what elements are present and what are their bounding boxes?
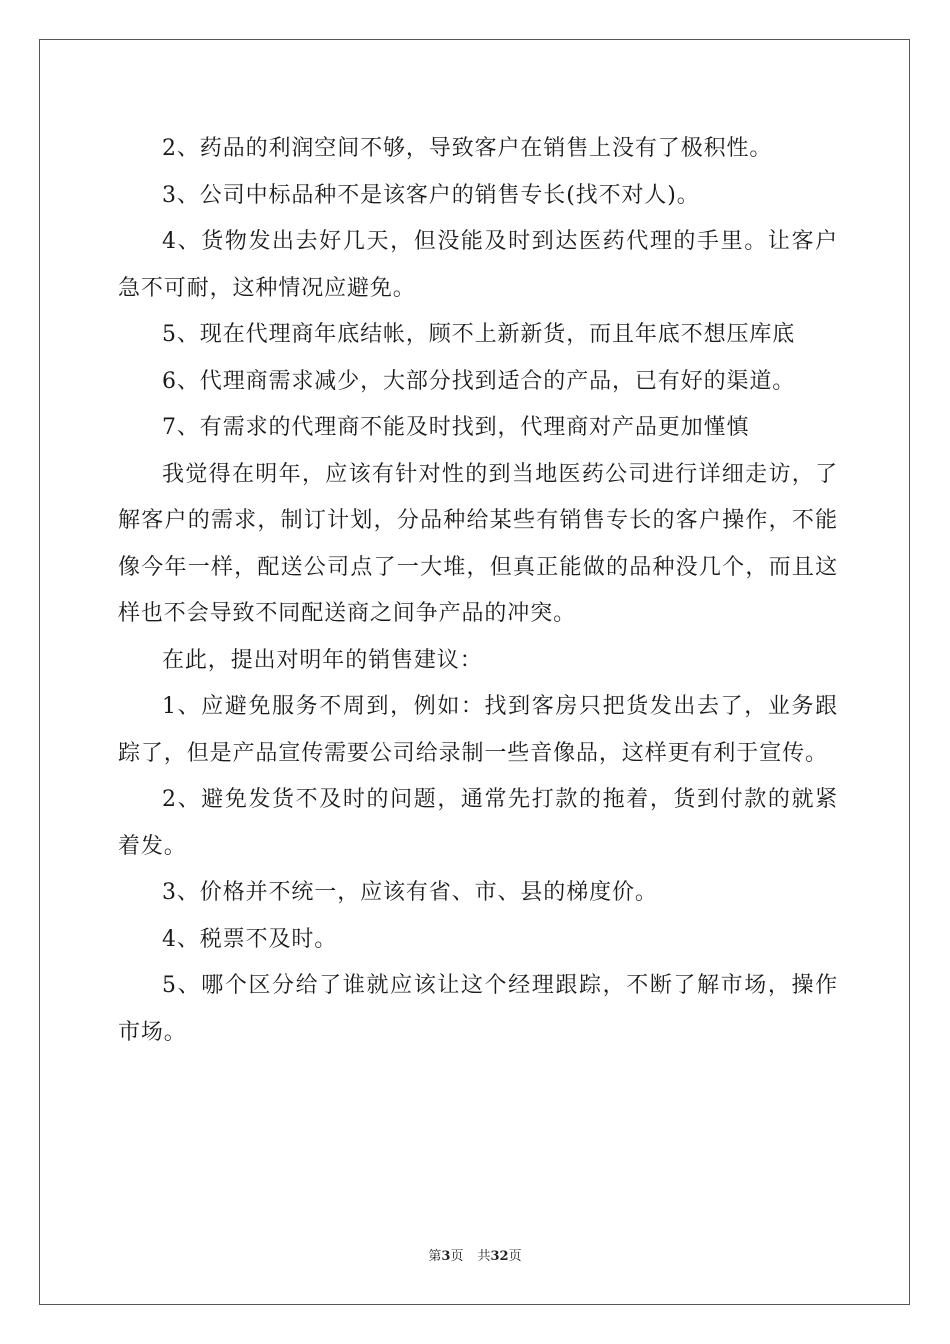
paragraph-suggestion-5: 5、哪个区分给了谁就应该让这个经理跟踪，不断了解市场，操作市场。 (118, 973, 838, 1045)
paragraph-suggestion-4: 4、税票不及时。 (162, 926, 338, 952)
paragraph-reason-2: 2、药品的利润空间不够，导致客户在销售上没有了极积性。 (162, 136, 773, 161)
paragraph-suggestion-1: 1、应避免服务不周到，例如：找到客房只把货发出去了，业务跟踪了，但是产品宣传需要公司给录制一些音像品，这样更有利于宣传。 (118, 694, 838, 766)
paragraph-reason-4: 4、货物发出去好几天，但没能及时到达医药代理的手里。让客户急不可耐，这种情况应避免。 (118, 229, 838, 301)
page-total: 共32页 (477, 1249, 522, 1264)
paragraph-reason-3: 3、公司中标品种不是该客户的销售专长(找不对人)。 (162, 182, 700, 208)
paragraph-reason-6: 6、代理商需求减少，大部分找到适合的产品，已有好的渠道。 (162, 368, 796, 394)
paragraph-reason-5: 5、现在代理商年底结帐，顾不上新新货，而且年底不想压库底 (162, 322, 796, 347)
page-number: 第3页 (428, 1249, 464, 1264)
paragraph-suggestion-2: 2、避免发货不及时的问题，通常先打款的拖着，货到付款的就紧着发。 (118, 787, 838, 859)
paragraph-reason-7: 7、有需求的代理商不能及时找到，代理商对产品更加慬慎 (162, 415, 750, 440)
paragraph-next-year-plan: 我觉得在明年，应该有针对性的到当地医药公司进行详细走访，了解客户的需求，制订计划，分品种给某些有销售专长的客户操作，不能像今年一样，配送公司点了一大堆，但真正能做的品种没几个，而且这样也不会导致不同配送商之间争产品的冲突。 (118, 461, 838, 626)
paragraph-suggestions-intro: 在此，提出对明年的销售建议： (162, 647, 483, 673)
document-body (118, 126, 838, 1056)
page-footer (0, 1248, 950, 1266)
paragraph-suggestion-3: 3、价格并不统一，应该有省、市、县的梯度价。 (162, 880, 658, 905)
